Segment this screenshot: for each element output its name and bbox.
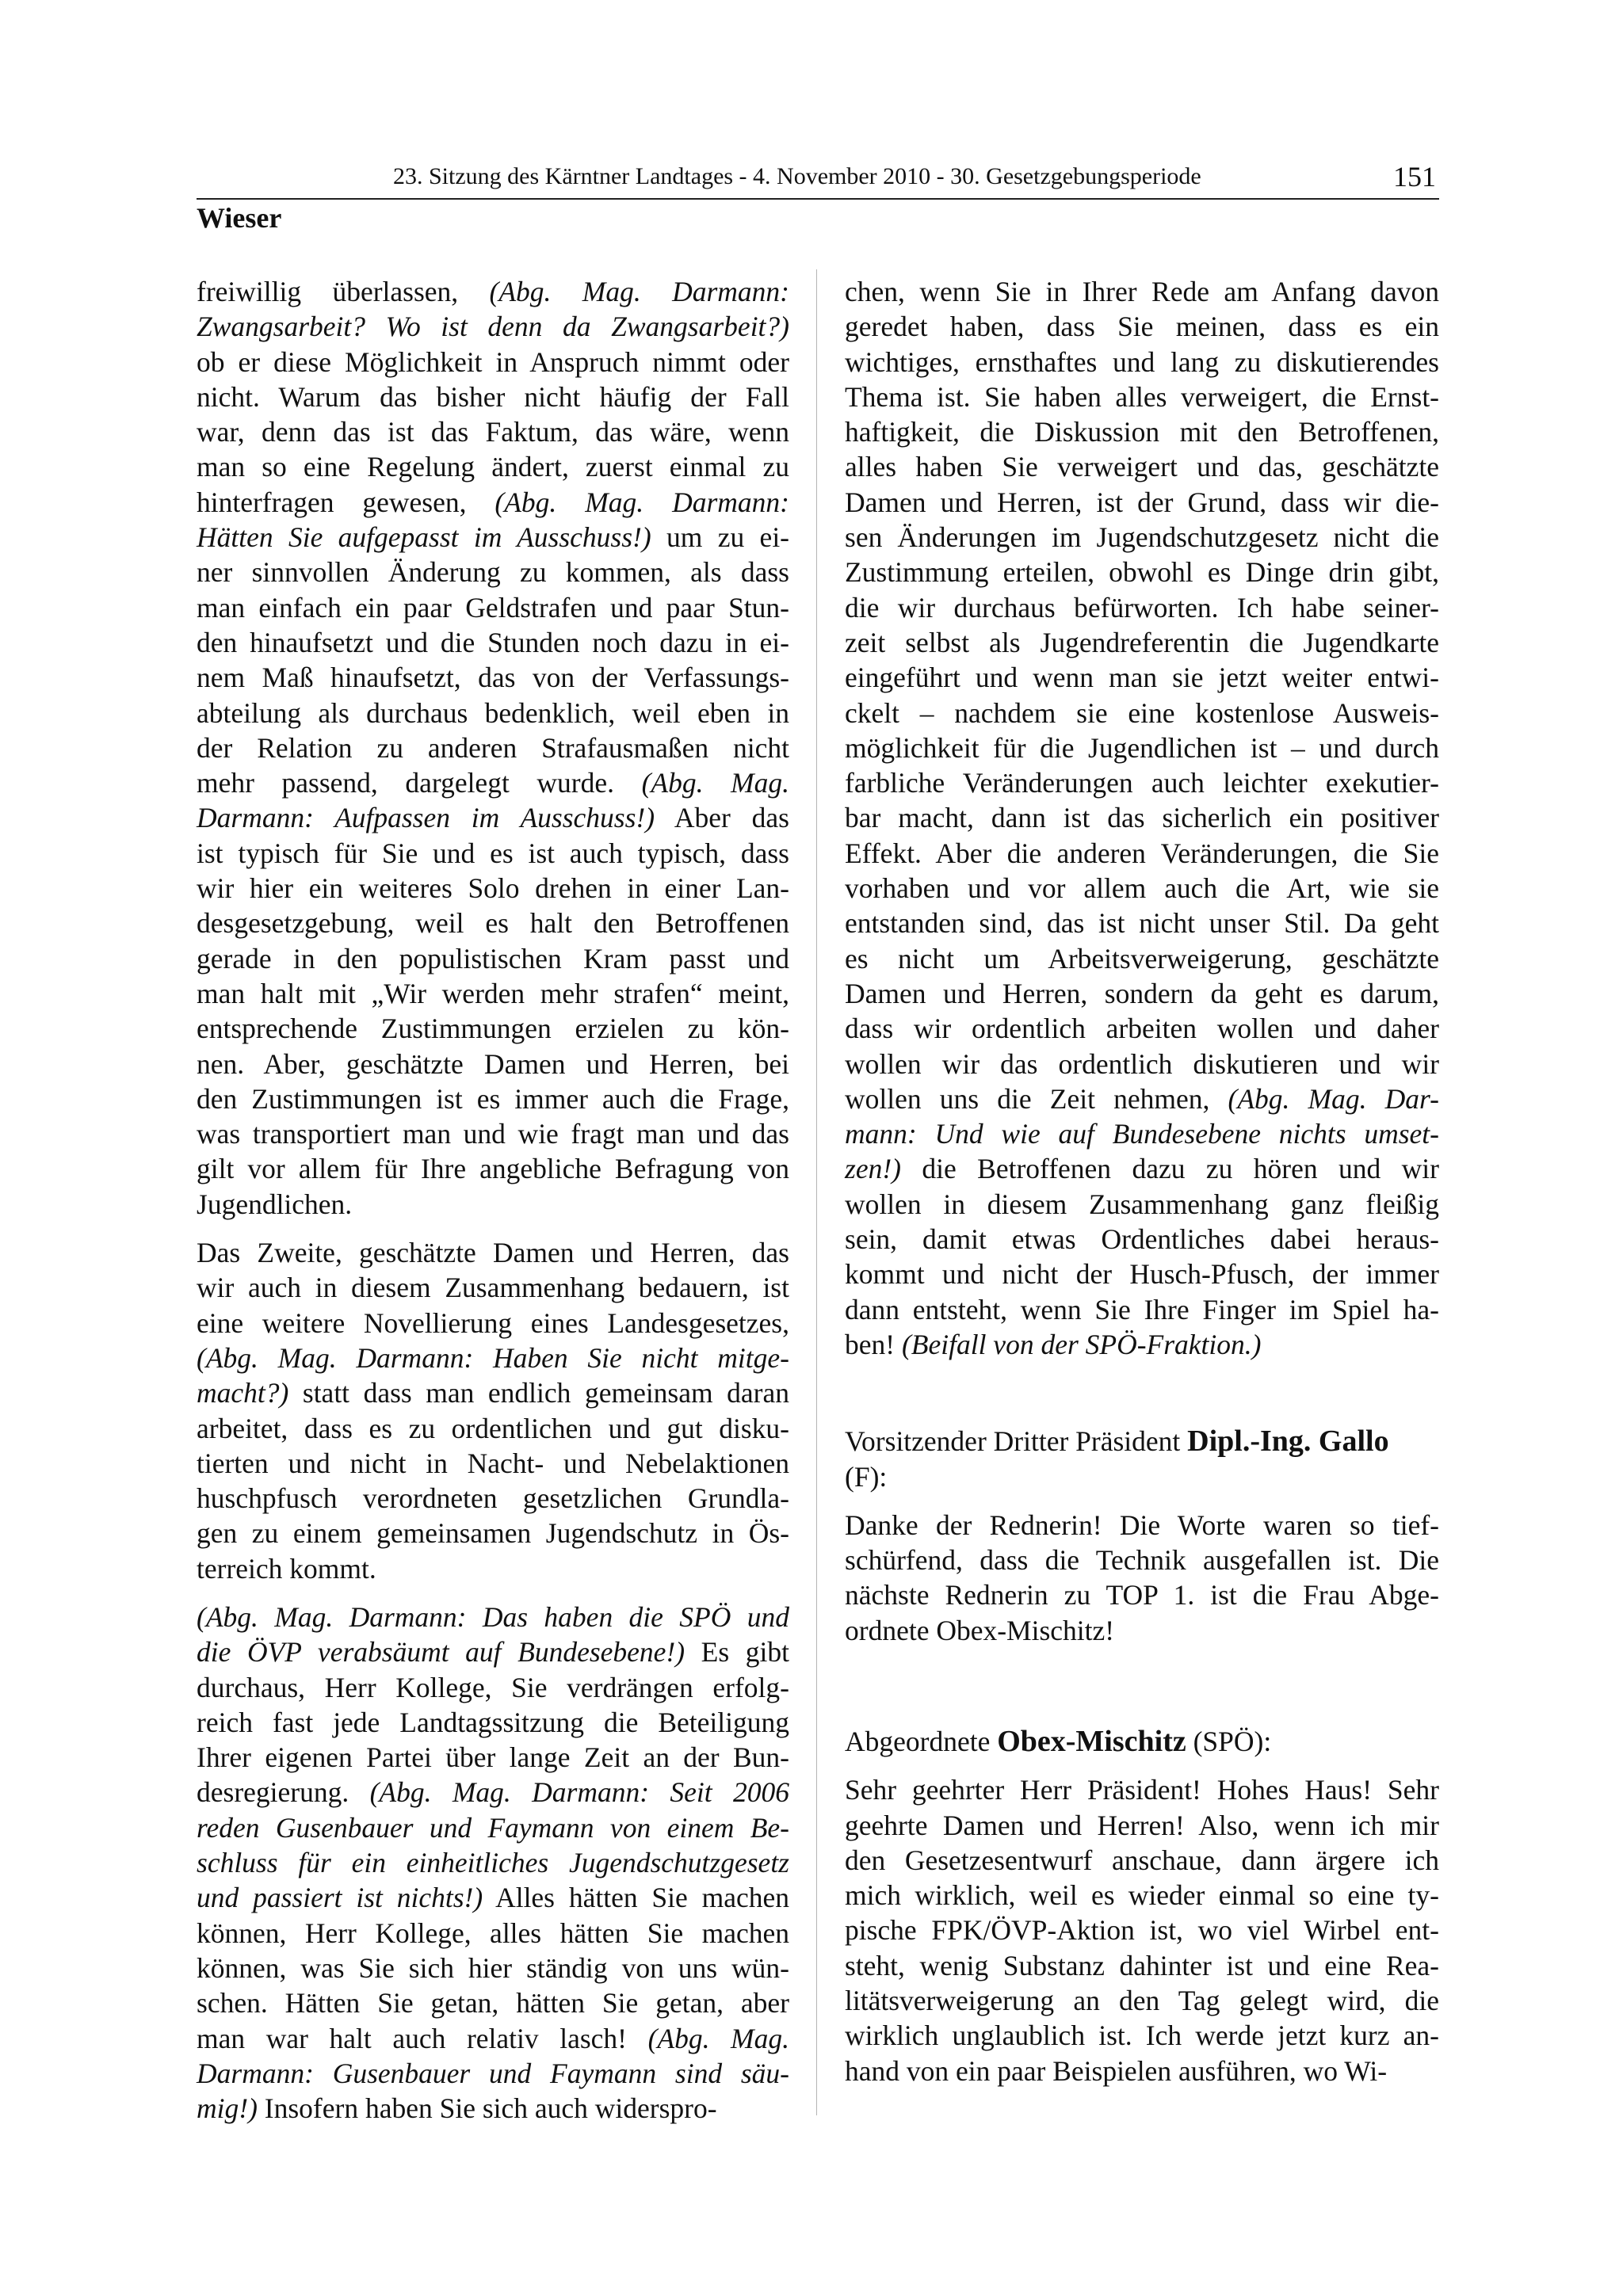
text-line: durchaus, Herr Kollege, Sie verdrängen erfolg- bbox=[197, 1671, 789, 1703]
spacer bbox=[845, 1362, 1439, 1424]
text-line: ckelt – nachdem sie eine kostenlose Ausweis- bbox=[845, 696, 1439, 729]
text-line: freiwillig überlassen, (Abg. Mag. Darmann: bbox=[197, 276, 789, 307]
text-line: Thema ist. Sie haben alles verweigert, die Ernst- bbox=[845, 380, 1439, 413]
text-line: eine weitere Novellierung eines Landesgesetzes, bbox=[197, 1306, 789, 1339]
text-line: schluss für ein einheitliches Jugendschutzgesetz bbox=[197, 1847, 789, 1879]
text-line: reden Gusenbauer und Faymann von einem Be- bbox=[197, 1811, 789, 1844]
spacer bbox=[845, 1759, 1439, 1772]
text-line: den Gesetzesentwurf anschaue, dann ärgere ich bbox=[845, 1844, 1439, 1876]
text-line: ner sinnvollen Änderung zu kommen, als dass bbox=[197, 556, 789, 589]
text-line: reich fast jede Landtagssitzung die Beteiligung bbox=[197, 1706, 789, 1738]
text-line: sein, damit etwas Ordentliches dabei heraus- bbox=[845, 1223, 1439, 1256]
text-line: wollen in diesem Zusammenhang ganz fleißig bbox=[845, 1188, 1439, 1220]
text-line: pische FPK/ÖVP-Aktion ist, wo viel Wirbel ent- bbox=[845, 1914, 1439, 1947]
page-header bbox=[197, 157, 1439, 200]
text-line: hinterfragen gewesen, (Abg. Mag. Darmann: bbox=[197, 486, 789, 518]
text-line: Sehr geehrter Herr Präsident! Hohes Haus! Sehr bbox=[845, 1774, 1439, 1806]
text-line: nem Maß hinaufsetzt, das von der Verfassungs- bbox=[197, 662, 789, 694]
page-number: 151 bbox=[1393, 161, 1436, 193]
right-paragraph-1 bbox=[845, 274, 1439, 1362]
text-line: Zwangsarbeit? Wo ist denn da Zwangsarbeit?) bbox=[197, 311, 789, 343]
text-line: Zustimmung erteilen, obwohl es Dinge drin gibt, bbox=[845, 556, 1439, 589]
text-line: macht?) statt dass man endlich gemeinsam daran bbox=[197, 1377, 789, 1409]
text-line: wir hier ein weiteres Solo drehen in einer Lan- bbox=[197, 872, 789, 905]
spacer bbox=[845, 1648, 1439, 1724]
text-line: hand von ein paar Beispielen ausführen, wo Wi- bbox=[845, 2054, 1388, 2087]
text-line: wir auch in diesem Zusammenhang bedauern, ist bbox=[197, 1272, 789, 1304]
speaker-name-gallo: Dipl.-Ing. Gallo bbox=[1187, 1425, 1389, 1459]
text-line: tierten und nicht in Nacht- und Nebelaktionen bbox=[197, 1447, 789, 1479]
text-line: nen. Aber, geschätzte Damen und Herren, bei bbox=[197, 1047, 789, 1080]
left-column-text bbox=[197, 274, 789, 2126]
text-line: gilt vor allem für Ihre angebliche Befragung von bbox=[197, 1153, 789, 1185]
spacer bbox=[197, 1222, 789, 1235]
speaker-heading-obex bbox=[845, 1724, 1439, 1759]
text-line: dass wir ordentlich arbeiten wollen und daher bbox=[845, 1013, 1439, 1045]
text-line: man so eine Regelung ändert, zuerst einmal zu bbox=[197, 451, 789, 483]
text-line: ob er diese Möglichkeit in Anspruch nimmt oder bbox=[197, 345, 789, 378]
text-line: farbliche Veränderungen auch leichter exekutier- bbox=[845, 767, 1439, 799]
text-line: ben! (Beifall von der SPÖ-Fraktion.) bbox=[845, 1328, 1262, 1360]
speaker-party: (SPÖ): bbox=[1186, 1725, 1272, 1757]
text-line: Darmann: Gusenbauer und Faymann sind säu- bbox=[197, 2057, 789, 2089]
text-line: geehrte Damen und Herren! Also, wenn ich mir bbox=[845, 1809, 1439, 1841]
text-line: alles haben Sie verweigert und das, geschätzte bbox=[845, 451, 1439, 483]
text-line: bar macht, dann ist das sicherlich ein positiver bbox=[845, 802, 1439, 834]
text-line: chen, wenn Sie in Ihrer Rede am Anfang davon bbox=[845, 276, 1439, 307]
text-line: wirklich unglaublich ist. Ich werde jetzt kurz an- bbox=[845, 2019, 1439, 2052]
column-divider bbox=[816, 269, 817, 2115]
text-line: Effekt. Aber die anderen Veränderungen, die Sie bbox=[845, 837, 1439, 869]
text-line: man einfach ein paar Geldstrafen und paar Stun- bbox=[197, 591, 789, 624]
speaker-heading-gallo bbox=[845, 1424, 1439, 1494]
text-line: Hätten Sie aufgepasst im Ausschuss!) um zu ei- bbox=[197, 521, 790, 554]
text-line: eingeführt und wenn man sie jetzt weiter entwi- bbox=[845, 662, 1439, 694]
spacer bbox=[845, 1494, 1439, 1508]
text-line: haftigkeit, die Diskussion mit den Betroffenen, bbox=[845, 416, 1439, 448]
text-line: Das Zweite, geschätzte Damen und Herren, das bbox=[197, 1237, 789, 1269]
text-line: entsprechende Zustimmungen erzielen zu kön- bbox=[197, 1013, 789, 1045]
text-line: wichtiges, ernsthaftes und lang zu diskutierendes bbox=[845, 345, 1439, 378]
text-line: die wir durchaus befürworten. Ich habe seiner- bbox=[845, 591, 1439, 624]
text-line: zen!) die Betroffenen dazu zu hören und wir bbox=[845, 1153, 1439, 1185]
text-line: möglichkeit für die Jugendlichen ist – und durch bbox=[845, 731, 1439, 764]
text-line: mehr passend, dargelegt wurde. (Abg. Mag. bbox=[197, 767, 789, 799]
text-line: litätsverweigerung an den Tag gelegt wird, die bbox=[845, 1985, 1439, 2017]
text-line: dann entsteht, wenn Sie Ihre Finger im Spiel ha- bbox=[845, 1293, 1439, 1325]
text-line: vorhaben und vor allem auch die Art, wie sie bbox=[845, 872, 1439, 905]
session-title: 23. Sitzung des Kärntner Landtages - 4. November 2010 - 30. Gesetzgebungsperiode bbox=[393, 163, 1201, 189]
text-line: wollen uns die Zeit nehmen, (Abg. Mag. Dar- bbox=[845, 1082, 1439, 1115]
text-line: nicht. Warum das bisher nicht häufig der Fall bbox=[197, 380, 789, 413]
text-line: arbeitet, dass es zu ordentlichen und gut disku- bbox=[197, 1412, 789, 1444]
text-line: schürfend, dass die Technik ausgefallen ist. Die bbox=[845, 1544, 1439, 1577]
text-line: gerade in den populistischen Kram passt und bbox=[197, 942, 789, 974]
text-line: kommt und nicht der Husch-Pfusch, der immer bbox=[845, 1258, 1439, 1291]
text-line: wollen wir das ordentlich diskutieren und wir bbox=[845, 1047, 1439, 1080]
speaker-role: Vorsitzender Dritter Präsident bbox=[845, 1425, 1188, 1458]
text-line: man halt mit „Wir werden mehr strafen“ meint, bbox=[197, 977, 789, 1009]
text-line: den hinaufsetzt und die Stunden noch dazu in ei- bbox=[197, 626, 789, 658]
text-line: geredet haben, dass Sie meinen, dass es ein bbox=[845, 311, 1439, 343]
text-line: ist typisch für Sie und es ist auch typisch, dass bbox=[197, 837, 789, 869]
text-line: Darmann: Aufpassen im Ausschuss!) Aber das bbox=[197, 802, 789, 834]
text-line: mig!) Insofern haben Sie sich auch widerspro- bbox=[197, 2092, 717, 2125]
right-paragraph-2 bbox=[845, 1508, 1439, 1648]
text-line: es nicht um Arbeitsverweigerung, geschätzte bbox=[845, 942, 1439, 974]
text-line: Danke der Rednerin! Die Worte waren so tief- bbox=[845, 1508, 1439, 1541]
text-line: desregierung. (Abg. Mag. Darmann: Seit 2006 bbox=[197, 1776, 789, 1809]
text-line: steht, wenig Substanz dahinter ist und eine Rea- bbox=[845, 1949, 1439, 1981]
left-paragraph bbox=[197, 1235, 789, 1586]
text-line: die ÖVP verabsäumt auf Bundesebene!) Es gibt bbox=[197, 1636, 789, 1669]
speaker-role: Abgeordnete bbox=[845, 1725, 998, 1757]
text-line: desgesetzgebung, weil es halt den Betroffenen bbox=[197, 907, 789, 940]
text-line: zeit selbst als Jugendreferentin die Jugendkarte bbox=[845, 626, 1439, 658]
speaker-party: (F): bbox=[845, 1460, 888, 1493]
text-line: sen Änderungen im Jugendschutzgesetz nicht die bbox=[845, 521, 1439, 554]
text-line: können, Herr Kollege, alles hätten Sie machen bbox=[197, 1917, 789, 1949]
text-line: der Relation zu anderen Strafausmaßen nicht bbox=[197, 731, 789, 764]
right-paragraph-3 bbox=[845, 1772, 1439, 2088]
text-line: und passiert ist nichts!) Alles hätten Sie machen bbox=[197, 1882, 789, 1914]
right-column bbox=[845, 274, 1439, 2088]
text-line: entstanden sind, das ist nicht unser Stil. Da geht bbox=[845, 907, 1439, 940]
text-line: nächste Rednerin zu TOP 1. ist die Frau Abge- bbox=[845, 1579, 1439, 1611]
text-line: mich wirklich, weil es wieder einmal so eine ty- bbox=[845, 1879, 1439, 1912]
speaker-name-obex: Obex-Mischitz bbox=[997, 1724, 1186, 1758]
text-line: gen zu einem gemeinsamen Jugendschutz in Ös- bbox=[197, 1517, 789, 1550]
text-line: Jugendlichen. bbox=[197, 1188, 353, 1220]
speaker-name: Wieser bbox=[197, 202, 282, 234]
text-line: terreich kommt. bbox=[197, 1552, 376, 1585]
text-line: (Abg. Mag. Darmann: Das haben die SPÖ und bbox=[197, 1600, 789, 1633]
text-line: war, denn das ist das Faktum, das wäre, wenn bbox=[197, 416, 789, 448]
spacer bbox=[197, 1586, 789, 1600]
text-line: Damen und Herren, sondern da geht es darum, bbox=[845, 977, 1439, 1009]
text-line: ordnete Obex-Mischitz! bbox=[845, 1614, 1115, 1646]
text-line: Ihrer eigenen Partei über lange Zeit an der Bun- bbox=[197, 1741, 789, 1774]
left-paragraph bbox=[197, 274, 789, 1222]
text-line: (Abg. Mag. Darmann: Haben Sie nicht mitge- bbox=[197, 1341, 789, 1374]
left-column bbox=[197, 274, 789, 2126]
text-line: huschpfusch verordneten gesetzlichen Grundla- bbox=[197, 1482, 789, 1515]
text-line: mann: Und wie auf Bundesebene nichts umset- bbox=[845, 1118, 1439, 1150]
text-line: Damen und Herren, ist der Grund, dass wir die- bbox=[845, 486, 1439, 518]
text-line: können, was Sie sich hier ständig von uns wün- bbox=[197, 1951, 789, 1984]
left-paragraph bbox=[197, 1600, 789, 2126]
text-line: was transportiert man und wie fragt man und das bbox=[197, 1118, 789, 1150]
text-line: abteilung als durchaus bedenklich, weil eben in bbox=[197, 696, 789, 729]
text-line: schen. Hätten Sie getan, hätten Sie getan, aber bbox=[197, 1987, 789, 2019]
text-line: den Zustimmungen ist es immer auch die Frage, bbox=[197, 1082, 789, 1115]
text-line: man war halt auch relativ lasch! (Abg. Mag. bbox=[197, 2022, 789, 2054]
